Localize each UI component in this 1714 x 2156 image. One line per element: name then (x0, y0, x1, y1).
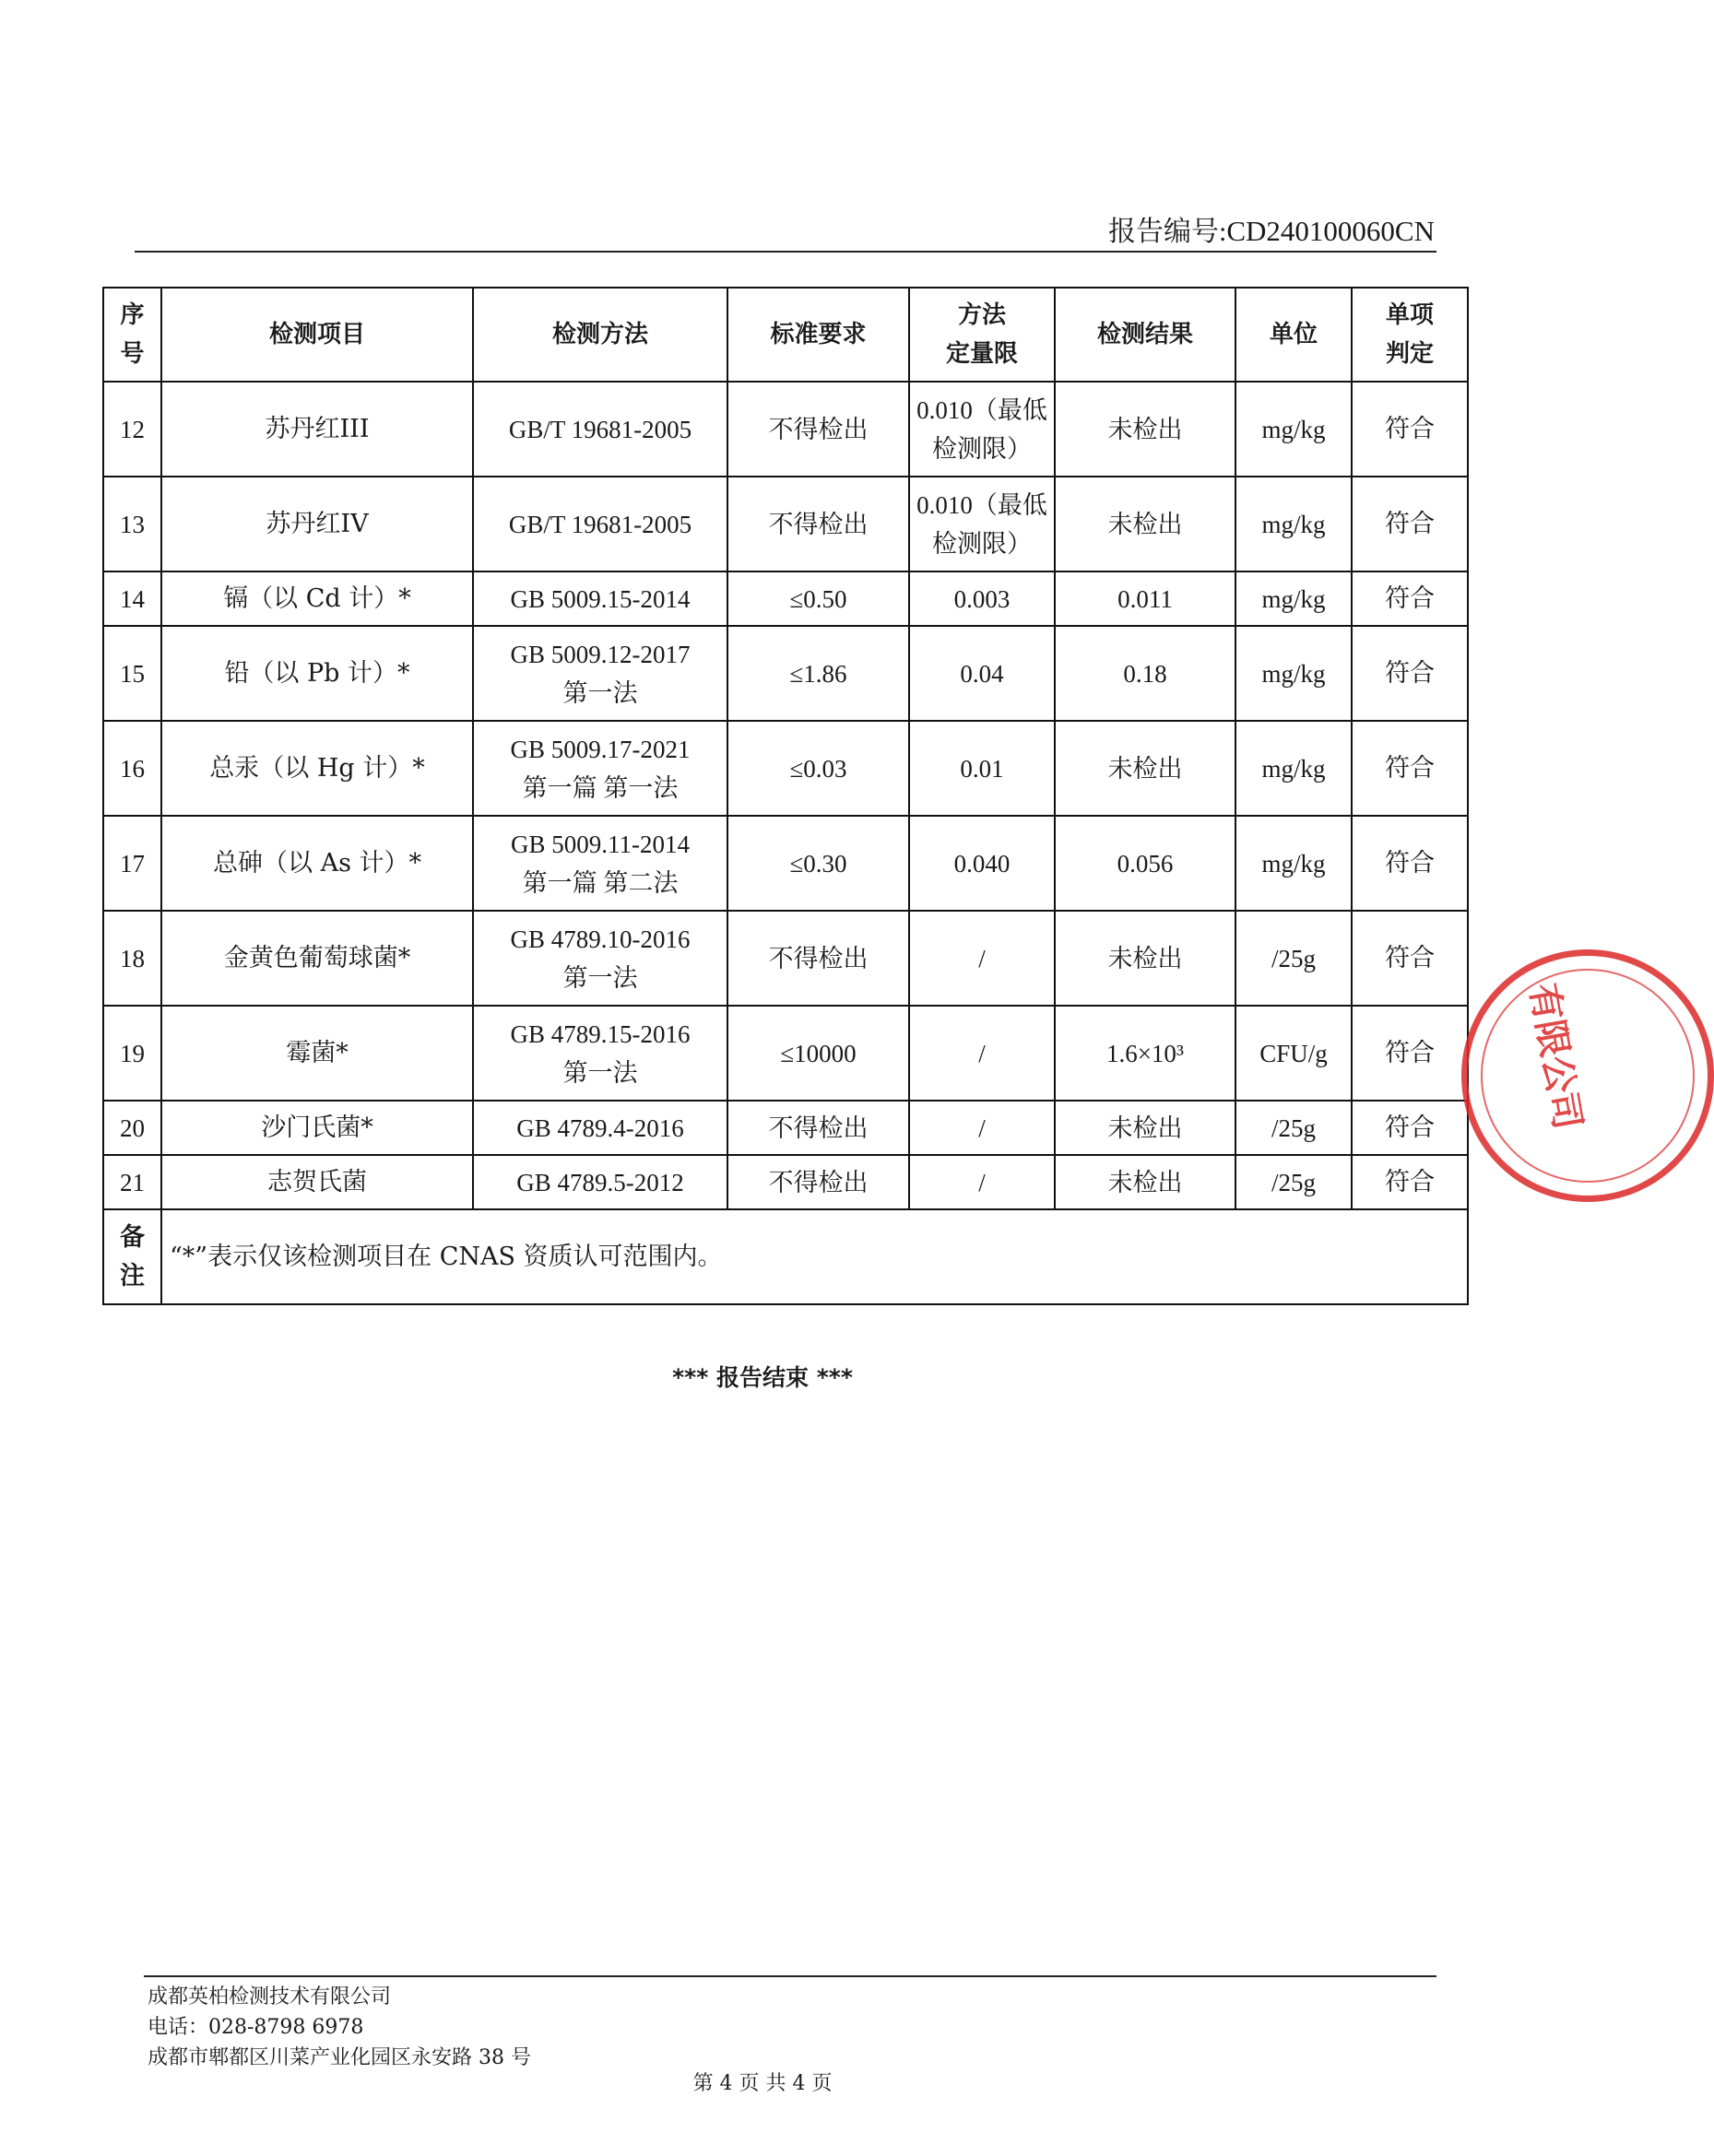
row-method-line: GB 4789.10-2016 (510, 925, 691, 953)
header-divider (135, 251, 1436, 253)
row-item: 铅（以 Pb 计）* (161, 626, 473, 721)
official-seal (1461, 949, 1714, 1202)
report-end-mark: *** 报告结束 *** (672, 1364, 853, 1391)
row-result: 未检出 (1055, 911, 1235, 1006)
results-table (102, 287, 1469, 1305)
col-item-header: 检测项目 (161, 288, 473, 382)
row-loq (909, 571, 1055, 626)
table-row (103, 816, 1468, 911)
col-method-header: 检测方法 (473, 288, 727, 382)
row-unit: mg/kg (1235, 816, 1352, 911)
col-judgement-header: 单项 判定 (1352, 288, 1468, 382)
row-unit: mg/kg (1235, 477, 1352, 571)
row-loq-line: 0.040 (953, 849, 1011, 878)
row-method (473, 382, 727, 477)
row-result: 1.6×10³ (1055, 1006, 1235, 1101)
row-method (473, 1006, 727, 1101)
row-loq-line: / (978, 1113, 986, 1142)
note-row (103, 1209, 1468, 1304)
row-unit: mg/kg (1235, 571, 1352, 626)
col-requirement-header: 标准要求 (727, 288, 909, 382)
row-unit: mg/kg (1235, 382, 1352, 477)
row-judgement: 符合 (1352, 721, 1468, 816)
col-unit-header: 单位 (1235, 288, 1352, 382)
row-method-line: GB 5009.17-2021 (510, 735, 691, 763)
row-loq (909, 1006, 1055, 1101)
row-method-line: 第一法 (562, 1058, 638, 1087)
row-unit: CFU/g (1235, 1006, 1352, 1101)
row-judgement: 符合 (1352, 816, 1468, 911)
row-item: 霉菌* (161, 1006, 473, 1101)
row-requirement: ≤0.50 (727, 571, 909, 626)
row-loq-line: 0.01 (960, 754, 1004, 783)
note-text: “*”表示仅该检测项目在 CNAS 资质认可范围内。 (161, 1209, 1468, 1304)
footer (148, 1982, 531, 2073)
seal-text: 有限公司 (1521, 980, 1590, 1133)
row-loq-line: 0.010（最低 (916, 490, 1047, 519)
row-method (473, 1101, 727, 1155)
note-label: 备 注 (103, 1209, 161, 1304)
row-result: 未检出 (1055, 1101, 1235, 1155)
row-item: 镉（以 Cd 计）* (161, 571, 473, 626)
table-row (103, 477, 1468, 571)
row-requirement: 不得检出 (727, 1155, 909, 1209)
row-method-line: GB 5009.12-2017 (510, 640, 691, 668)
row-serial: 20 (103, 1101, 161, 1155)
row-serial: 14 (103, 571, 161, 626)
row-method-line: 第一篇 第一法 (522, 773, 679, 802)
row-judgement: 符合 (1352, 382, 1468, 477)
page-number: 第 4 页 共 4 页 (692, 2072, 833, 2095)
table-row (103, 1006, 1468, 1101)
row-loq-line: / (978, 944, 986, 972)
footer-address: 成都市郫都区川菜产业化园区永安路 38 号 (148, 2046, 531, 2069)
row-requirement: 不得检出 (727, 477, 909, 571)
row-serial: 12 (103, 382, 161, 477)
row-requirement: 不得检出 (727, 382, 909, 477)
row-requirement: ≤0.30 (727, 816, 909, 911)
row-judgement: 符合 (1352, 911, 1468, 1006)
row-judgement: 符合 (1352, 626, 1468, 721)
row-unit: mg/kg (1235, 721, 1352, 816)
row-method-line: GB 4789.15-2016 (510, 1019, 691, 1048)
row-loq-line: 0.04 (960, 659, 1004, 688)
row-loq (909, 816, 1055, 911)
row-judgement: 符合 (1352, 1101, 1468, 1155)
row-item: 苏丹红III (161, 382, 473, 477)
row-item: 总汞（以 Hg 计）* (161, 721, 473, 816)
row-method (473, 721, 727, 816)
row-loq-line: / (978, 1039, 986, 1067)
row-loq (909, 626, 1055, 721)
row-requirement: 不得检出 (727, 911, 909, 1006)
row-method-line: GB 5009.15-2014 (510, 584, 691, 613)
row-serial: 21 (103, 1155, 161, 1209)
row-item: 苏丹红IV (161, 477, 473, 571)
row-method (473, 816, 727, 911)
row-judgement: 符合 (1352, 1155, 1468, 1209)
row-serial: 17 (103, 816, 161, 911)
row-requirement: ≤1.86 (727, 626, 909, 721)
row-method-line: 第一法 (562, 963, 638, 992)
row-result: 0.011 (1055, 571, 1235, 626)
row-loq-line: 检测限） (932, 434, 1032, 463)
row-method (473, 571, 727, 626)
row-requirement: 不得检出 (727, 1101, 909, 1155)
table-row (103, 571, 1468, 626)
row-loq-line: 0.003 (953, 584, 1011, 613)
row-method-line: GB 5009.11-2014 (511, 830, 690, 858)
table-row (103, 626, 1468, 721)
row-requirement: ≤0.03 (727, 721, 909, 816)
col-result-header: 检测结果 (1055, 288, 1235, 382)
table-row (103, 1101, 1468, 1155)
row-method-line: 第一篇 第二法 (522, 868, 679, 897)
footer-divider (144, 1975, 1436, 1977)
row-loq (909, 721, 1055, 816)
row-method-line: GB 4789.5-2012 (516, 1168, 684, 1196)
row-loq (909, 382, 1055, 477)
row-loq (909, 477, 1055, 571)
row-judgement: 符合 (1352, 1006, 1468, 1101)
report-number-label: 报告编号: (1108, 217, 1227, 247)
row-unit: /25g (1235, 1155, 1352, 1209)
row-method-line: GB/T 19681-2005 (508, 415, 692, 443)
row-item: 志贺氏菌 (161, 1155, 473, 1209)
row-method (473, 626, 727, 721)
row-serial: 13 (103, 477, 161, 571)
row-result: 未检出 (1055, 721, 1235, 816)
row-serial: 18 (103, 911, 161, 1006)
row-judgement: 符合 (1352, 477, 1468, 571)
row-result: 0.056 (1055, 816, 1235, 911)
row-method (473, 911, 727, 1006)
table-row (103, 721, 1468, 816)
row-loq-line: 0.010（最低 (916, 395, 1047, 424)
table-row (103, 382, 1468, 477)
row-loq (909, 1155, 1055, 1209)
row-result: 0.18 (1055, 626, 1235, 721)
row-method-line: GB/T 19681-2005 (508, 510, 692, 538)
row-loq (909, 1101, 1055, 1155)
row-serial: 16 (103, 721, 161, 816)
col-serial-header: 序 号 (103, 288, 161, 382)
row-item: 总砷（以 As 计）* (161, 816, 473, 911)
row-result: 未检出 (1055, 382, 1235, 477)
col-loq-header: 方法 定量限 (909, 288, 1055, 382)
table-row (103, 911, 1468, 1006)
row-serial: 19 (103, 1006, 161, 1101)
row-method-line: 第一法 (562, 678, 638, 707)
row-loq-line: / (978, 1168, 986, 1196)
row-method (473, 1155, 727, 1209)
row-unit: /25g (1235, 911, 1352, 1006)
row-item: 沙门氏菌* (161, 1101, 473, 1155)
row-unit: mg/kg (1235, 626, 1352, 721)
row-result: 未检出 (1055, 477, 1235, 571)
footer-phone: 电话：028-8798 6978 (148, 2016, 364, 2039)
table-header-row (103, 288, 1468, 382)
row-serial: 15 (103, 626, 161, 721)
row-result: 未检出 (1055, 1155, 1235, 1209)
footer-company: 成都英柏检测技术有限公司 (148, 1985, 392, 2009)
report-number (1108, 208, 1435, 249)
row-unit: /25g (1235, 1101, 1352, 1155)
row-judgement: 符合 (1352, 571, 1468, 626)
row-method-line: GB 4789.4-2016 (516, 1113, 684, 1142)
row-method (473, 477, 727, 571)
row-loq-line: 检测限） (932, 529, 1032, 558)
row-requirement: ≤10000 (727, 1006, 909, 1101)
table-row (103, 1155, 1468, 1209)
row-item: 金黄色葡萄球菌* (161, 911, 473, 1006)
report-number-value: CD240100060CN (1226, 215, 1435, 247)
row-loq (909, 911, 1055, 1006)
